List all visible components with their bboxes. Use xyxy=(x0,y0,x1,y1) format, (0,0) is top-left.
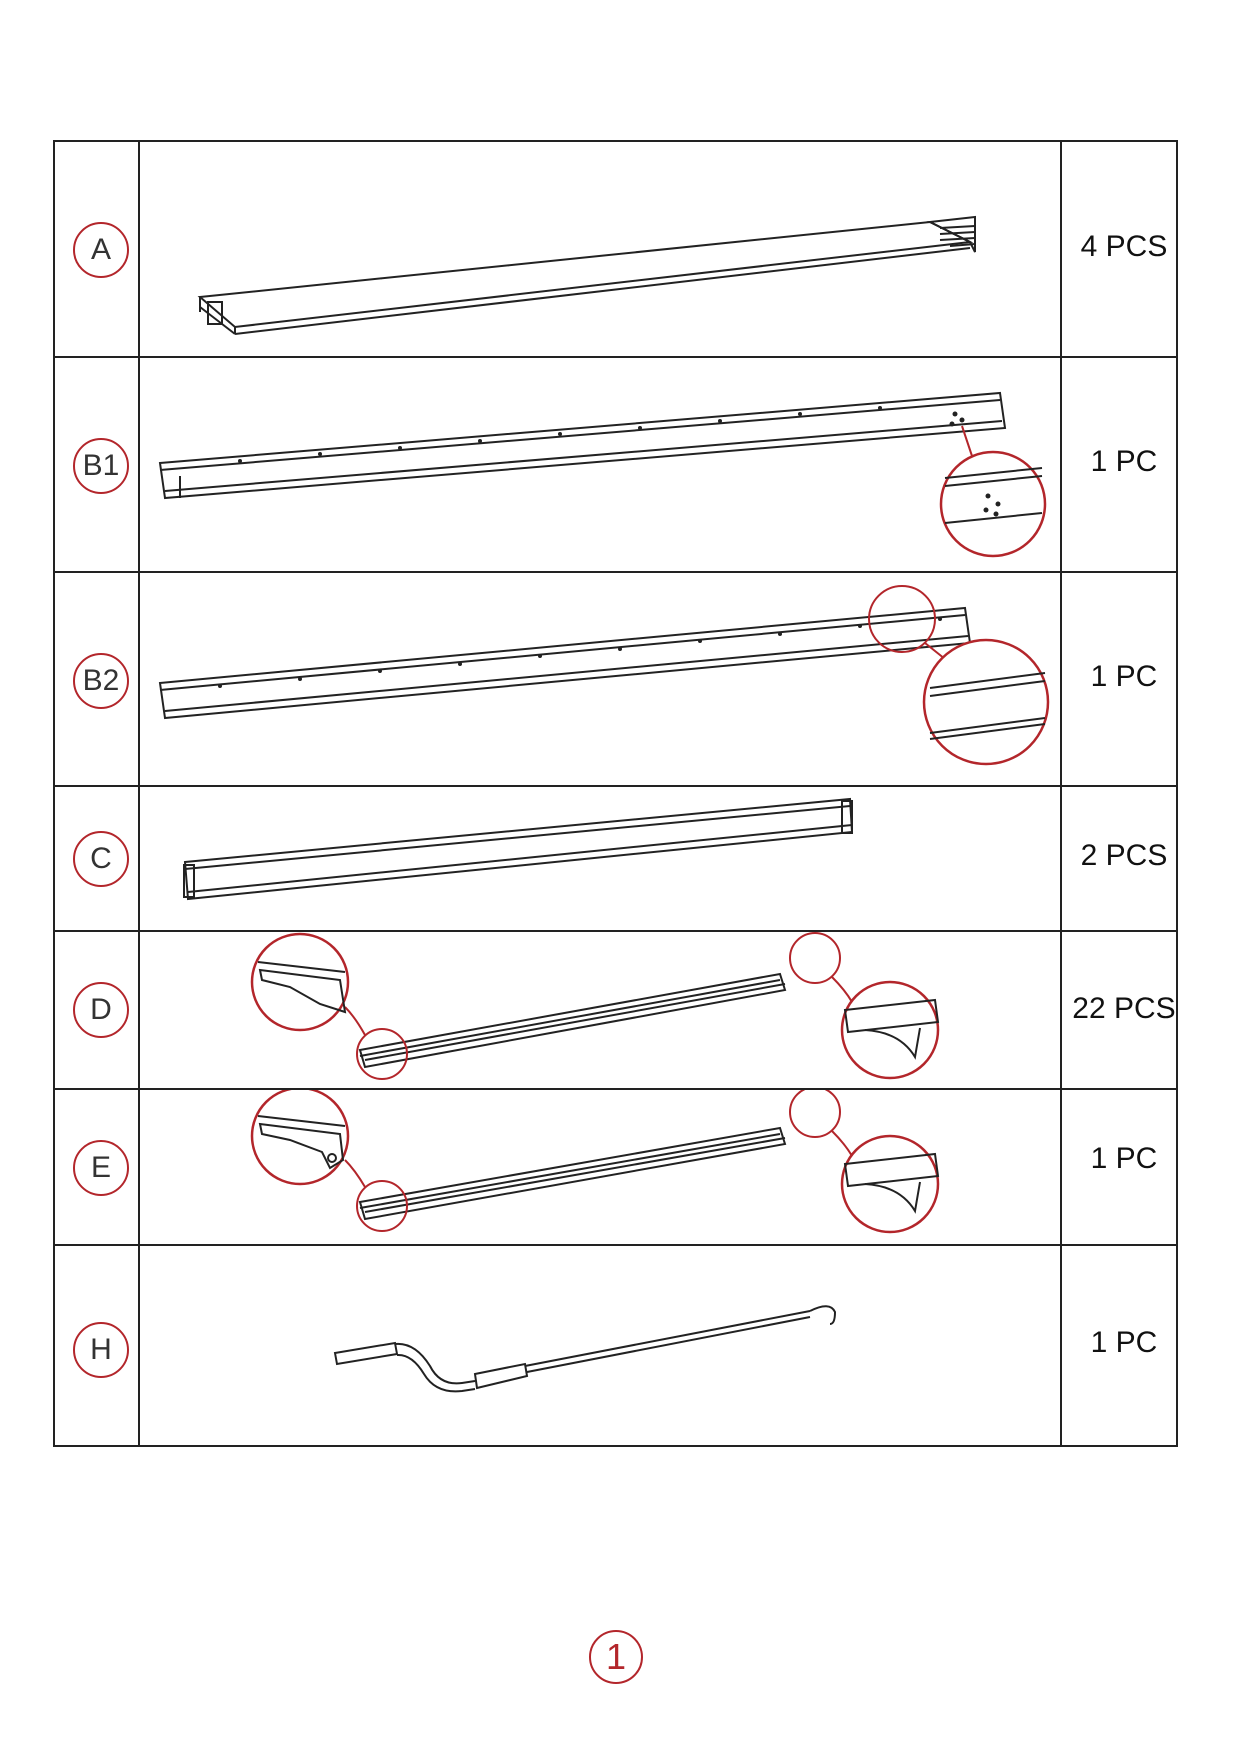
part-label-b2: B2 xyxy=(73,653,129,709)
part-label-h: H xyxy=(73,1322,129,1378)
louver-blade-drawing xyxy=(140,932,1065,1090)
page-number: 1 xyxy=(589,1630,643,1684)
part-qty-c: 2 PCS xyxy=(1080,839,1168,872)
part-row-h xyxy=(55,1246,1176,1449)
d-right-detail-magnifier xyxy=(842,982,938,1078)
part-label-a: A xyxy=(73,222,129,278)
part-row-b1 xyxy=(55,358,1176,573)
part-row-a xyxy=(55,142,1176,358)
crank-handle-drawing xyxy=(140,1246,1065,1449)
long-rail-drawing xyxy=(140,142,1065,358)
part-qty-h: 1 PC xyxy=(1090,1326,1158,1359)
b1-detail-magnifier xyxy=(941,452,1045,556)
part-row-b2 xyxy=(55,573,1176,787)
e-left-detail-magnifier xyxy=(252,1090,348,1184)
side-channel-drawing xyxy=(140,787,1065,932)
part-qty-d: 22 PCS xyxy=(1072,992,1176,1025)
part-qty-b2: 1 PC xyxy=(1090,660,1158,693)
part-label-d: D xyxy=(73,982,129,1038)
part-row-e xyxy=(55,1090,1176,1246)
b2-detail-magnifier xyxy=(924,640,1048,764)
part-row-c xyxy=(55,787,1176,932)
part-label-c: C xyxy=(73,831,129,887)
end-louver-blade-drawing xyxy=(140,1090,1065,1246)
part-qty-b1: 1 PC xyxy=(1090,445,1158,478)
part-qty-a: 4 PCS xyxy=(1080,230,1168,263)
part-label-e: E xyxy=(73,1140,129,1196)
e-right-detail-magnifier xyxy=(842,1136,938,1232)
part-qty-e: 1 PC xyxy=(1090,1142,1158,1175)
part-row-d xyxy=(55,932,1176,1090)
front-channel-b2-drawing xyxy=(140,573,1065,787)
front-channel-b1-drawing xyxy=(140,358,1065,573)
part-label-b1: B1 xyxy=(73,438,129,494)
parts-table xyxy=(53,140,1178,1447)
